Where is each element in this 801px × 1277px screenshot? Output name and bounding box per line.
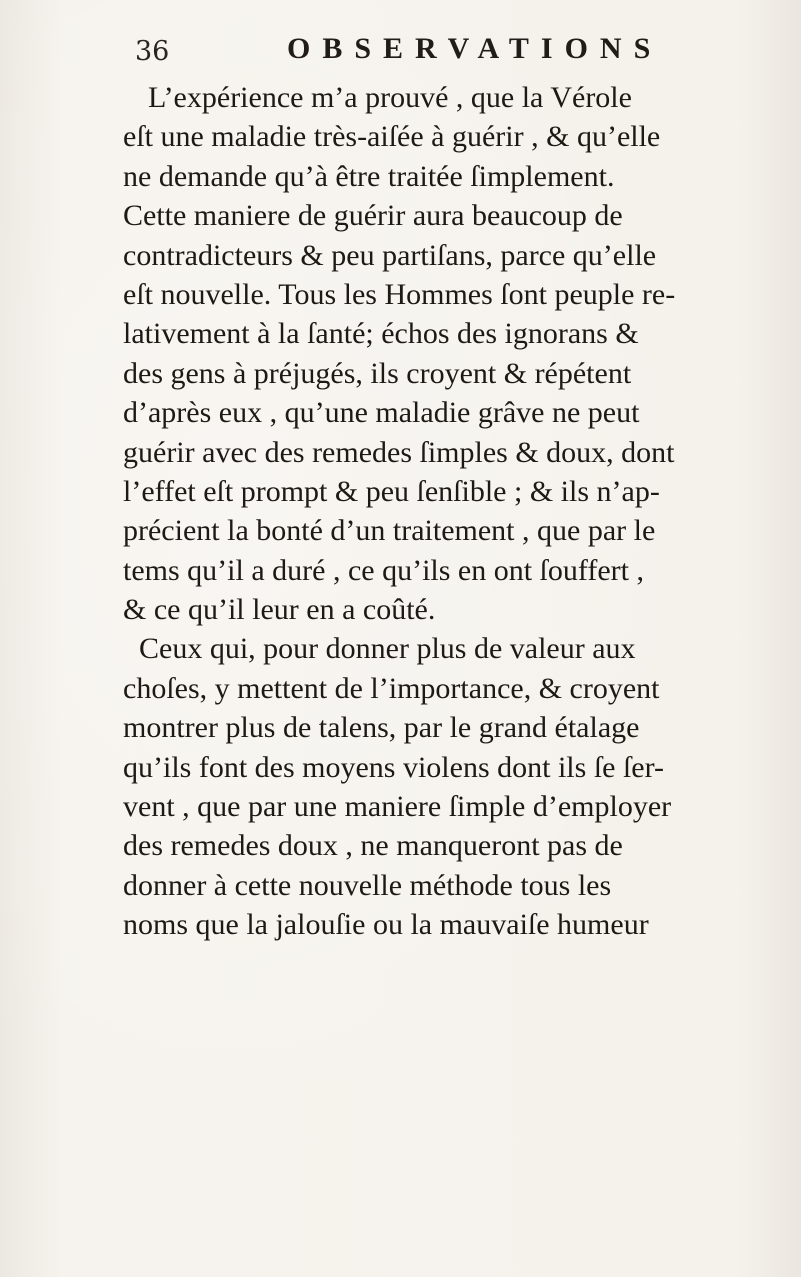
text-line: L’expérience m’a prouvé , que la Vérole	[148, 81, 632, 114]
text-line: tems qu’il a duré , ce qu’ils en ont ſouffert ,	[123, 553, 644, 587]
text-line: choſes, y mettent de l’importance, & croyent	[123, 671, 660, 705]
text-line: donner à cette nouvelle méthode tous les	[123, 868, 612, 902]
text-line: vent , que par une maniere ſimple d’employer	[123, 790, 672, 824]
text-line: d’après eux , qu’une maladie grâve ne peut	[123, 396, 640, 430]
text-line: eſt une maladie très-aiſée à guérir , & qu’elle	[123, 120, 661, 154]
text-line: des gens à préjugés, ils croyent & répétent	[123, 356, 632, 390]
text-line: qu’ils font des moyens violens dont ils ſe ſer-	[123, 750, 664, 784]
page-header	[135, 32, 695, 76]
text-line: lativement à la ſanté; échos des ignorans &	[123, 317, 639, 351]
text-line: guérir avec des remedes ſimples & doux, dont	[123, 435, 675, 469]
page-number: 36	[135, 36, 170, 67]
running-head: OBSERVATIONS	[287, 32, 663, 65]
text-line: eſt nouvelle. Tous les Hommes ſont peuple re-	[123, 277, 676, 311]
text-line: précient la bonté d’un traitement , que par le	[123, 514, 656, 548]
text-line: ne demande qu’à être traitée ſimplement.	[123, 159, 615, 193]
text-line: Ceux qui, pour donner plus de valeur aux	[139, 632, 636, 666]
text-line: Cette maniere de guérir aura beaucoup de	[123, 199, 623, 233]
text-line: contradicteurs & peu partiſans, parce qu’elle	[123, 238, 657, 272]
text-line: noms que la jalouſie ou la mauvaiſe humeur	[123, 908, 649, 942]
text-line: & ce qu’il leur en a coûté.	[123, 593, 436, 627]
body-text	[123, 78, 799, 945]
text-line: montrer plus de talens, par le grand étalage	[123, 711, 640, 745]
text-line: l’effet eſt prompt & peu ſenſible ; & ils n’ap-	[123, 474, 660, 508]
text-line: des remedes doux , ne manqueront pas de	[123, 829, 623, 863]
